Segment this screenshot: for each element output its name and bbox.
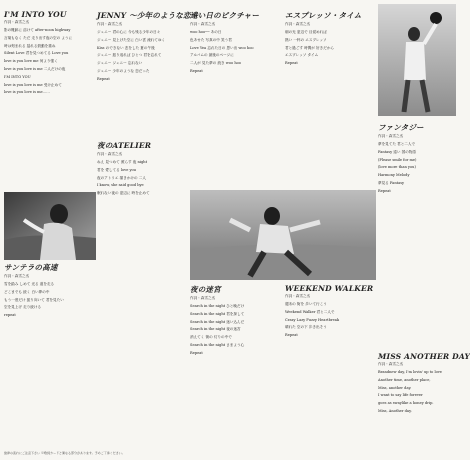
lyric-line: I know, she said good bye [97, 183, 144, 188]
lyric-line: Silent Love 君を見つめてる Love you [4, 51, 69, 56]
lyric-line: Search in the night 君を探して [190, 311, 245, 316]
song-lyrics [190, 304, 282, 356]
photo-image [4, 192, 96, 260]
lyric-line: Love Yea 忘れた日の 思い出 woo hoo [190, 45, 254, 50]
lyric-line: Repeat [285, 61, 298, 66]
lyric-line: Crazy Lazy Fuzzy Heartbreak [285, 317, 340, 322]
song-lyrics [378, 370, 458, 414]
lyric-line: もう一度だけ 振り向いて 君を見たい [4, 297, 64, 302]
column-2 [97, 0, 199, 460]
song-credit: 作詞・森雪之丞 [378, 362, 404, 366]
lyric-line: I'M INTO YOU [4, 74, 31, 79]
lyric-line: 君を 愛してる love you [97, 167, 136, 172]
lyric-line: ジェニー ジェニー 忘れない [97, 61, 143, 66]
song-title: MISS ANOTHER DAY [378, 352, 470, 361]
lyric-line: Harmony Melody [378, 173, 410, 178]
lyric-line: love is you love is me 受け止めて [4, 82, 62, 87]
song-lyrics [4, 28, 94, 96]
lyric-line: ジェニー 少年のような 恋だった [97, 68, 150, 73]
lyric-line: Repeat [190, 350, 203, 355]
song-title: JENNY ～少年のような恋～ [97, 11, 199, 20]
song-title: エスプレッソ・タイム [285, 11, 362, 20]
song-espresso [285, 10, 375, 69]
lyric-line: 晴れた 空の下 歩き出そう [285, 325, 327, 330]
lyric-line: 夢見る Fantasy [378, 180, 405, 185]
lyric-line: Repeat [285, 333, 298, 338]
lyric-line: 色あせた 写真の中 笑う君 [190, 37, 232, 42]
song-labyrinth [190, 284, 282, 359]
lyric-line: 二人が 見た夢の 続き woo hoo [190, 61, 241, 66]
lyric-line: アルバムの 最後のページに [190, 53, 234, 58]
song-title: ファンタジー [378, 123, 424, 132]
song-credit: 作詞・森雪之丞 [97, 22, 123, 26]
lyric-line: Another time, another place, [378, 377, 431, 382]
lyric-line: 影の靴跡に 溶けて after-noon highway [4, 28, 71, 32]
lyric-line: ねえ 見つめて 照らす 夜 night [97, 160, 148, 164]
song-im-into-you [4, 10, 94, 98]
song-title: WEEKEND WALKER [285, 284, 374, 293]
lyric-line: Search in the night さまよう心 [190, 342, 245, 347]
song-atelier [97, 140, 187, 199]
lyric-line: (Please smile for me) [378, 157, 417, 162]
lyric-line: 朝の光 窓辺で 目覚めれば [285, 30, 327, 34]
lyric-line: 夜のアトリエ 描きかけの 二人 [97, 175, 146, 180]
lyric-line: 空を見上げ 走り続ける [4, 305, 42, 310]
lyric-line: (love more than you) [378, 165, 416, 170]
lyric-line: 時は刻まれる 揺れる鼓動を重ね [4, 43, 56, 48]
column-3 [190, 0, 282, 460]
photo-image [4, 192, 96, 260]
lyric-line: goes as swaylike a honey drip. [378, 401, 434, 406]
column-5 [378, 0, 470, 460]
lyric-line: 君と過ごす 時間が 好きだから [285, 45, 335, 50]
song-lyrics [285, 302, 375, 338]
lyric-line: 雪を踏み しめて 光る 道を走る [4, 282, 55, 286]
lyric-line: ジェニー 振り返れば ひとつ 君を忘れて [97, 53, 162, 58]
footer-caption: 旋律の流れにご注意下さい ※歌詞カードと異なる部分があります。予めご了承ください。 [4, 451, 125, 455]
lyric-line: I want to say life forever [378, 393, 423, 398]
song-credit: 作詞・森雪之丞 [4, 20, 30, 24]
song-credit: 作詞・森雪之丞 [97, 152, 123, 156]
song-lyrics [378, 142, 458, 194]
song-picture [190, 10, 282, 77]
lyric-line: 週末の 街を 歩いて行こう [285, 302, 327, 306]
lyric-line: Search in the night 迷い込んだ [190, 319, 245, 324]
lyric-line: どこまでも 続く 白い夢の中 [4, 289, 50, 294]
lyric-line: 眠れない夜の 窓辺に 時を止めて [97, 191, 150, 196]
song-credit: 作詞・森雪之丞 [285, 294, 311, 298]
song-title: サンテラの高速 [4, 263, 58, 272]
lyric-line: Miss, Another day. [378, 408, 412, 413]
song-lyrics [285, 30, 375, 66]
lyric-line: Fantasy 遠い 国の物語 [378, 149, 417, 154]
song-lyrics [97, 30, 187, 82]
song-title: 夜の迷宮 [190, 285, 221, 294]
column-4 [285, 0, 375, 460]
lyric-line: ジェニー 見上げた空に 白い雲 流れてゆく [97, 37, 166, 42]
lyric-line: Brandnew day, I'm lovin' up to love [378, 370, 442, 374]
song-credit: 作詞・森雪之丞 [190, 22, 216, 26]
song-miss-another-day [378, 352, 470, 417]
lyric-line: repeat [4, 313, 16, 318]
lyric-line: Repeat [97, 76, 110, 81]
song-fantasy [378, 122, 458, 197]
lyric-line: 熱い 一杯の エスプレッソ [285, 37, 327, 42]
lyric-line: Search in the night ひと晩だけ [190, 304, 245, 308]
lyric-line: Weekend Walker 君と二人で [285, 309, 335, 314]
lyric-line: woo hoo── あの日 [190, 30, 222, 34]
lyric-line: Miss, another day. [378, 385, 412, 390]
lyric-line: ジェニー 君の心に 今も残る少年の日々 [97, 30, 161, 34]
lyric-line: Repeat [378, 188, 391, 193]
song-lyrics [97, 160, 187, 196]
lyric-line: 言葉もなく ただ 走り出す夜の空の ように [4, 35, 73, 40]
song-credit: 作詞・森雪之丞 [4, 274, 30, 278]
song-credit: 作詞・森雪之丞 [285, 22, 311, 26]
song-credit: 作詞・森雪之丞 [378, 134, 404, 138]
lyric-line: love is you love is me 二人だけの夜 [4, 66, 66, 71]
song-suntera [4, 262, 94, 321]
song-jenny [97, 10, 199, 85]
song-credit: 作詞・森雪之丞 [190, 296, 216, 300]
song-lyrics [4, 282, 94, 318]
song-title: 遠い日のピクチャー [190, 11, 260, 20]
lyric-line: 消えてく 街の 灯りの中で [190, 335, 232, 340]
song-weekend-walker [285, 284, 375, 341]
song-title: 夜のATELIER [97, 141, 152, 150]
lyric-line: 夢を見てた 君と二人で [378, 142, 416, 146]
lyric-line: love is you love me 何より強く [4, 59, 58, 64]
lyric-line: エスプレッソ タイム [285, 53, 319, 58]
lyric-line: Kiss のできない 恋をした 夏の午後 [97, 45, 155, 50]
song-title: I'M INTO YOU [4, 10, 67, 19]
song-lyrics [190, 30, 282, 74]
lyric-line: Search in the night 夜の迷宮 [190, 327, 241, 332]
lyric-line: Repeat [190, 68, 203, 73]
lyric-line: love is you love is me…… [4, 90, 50, 95]
